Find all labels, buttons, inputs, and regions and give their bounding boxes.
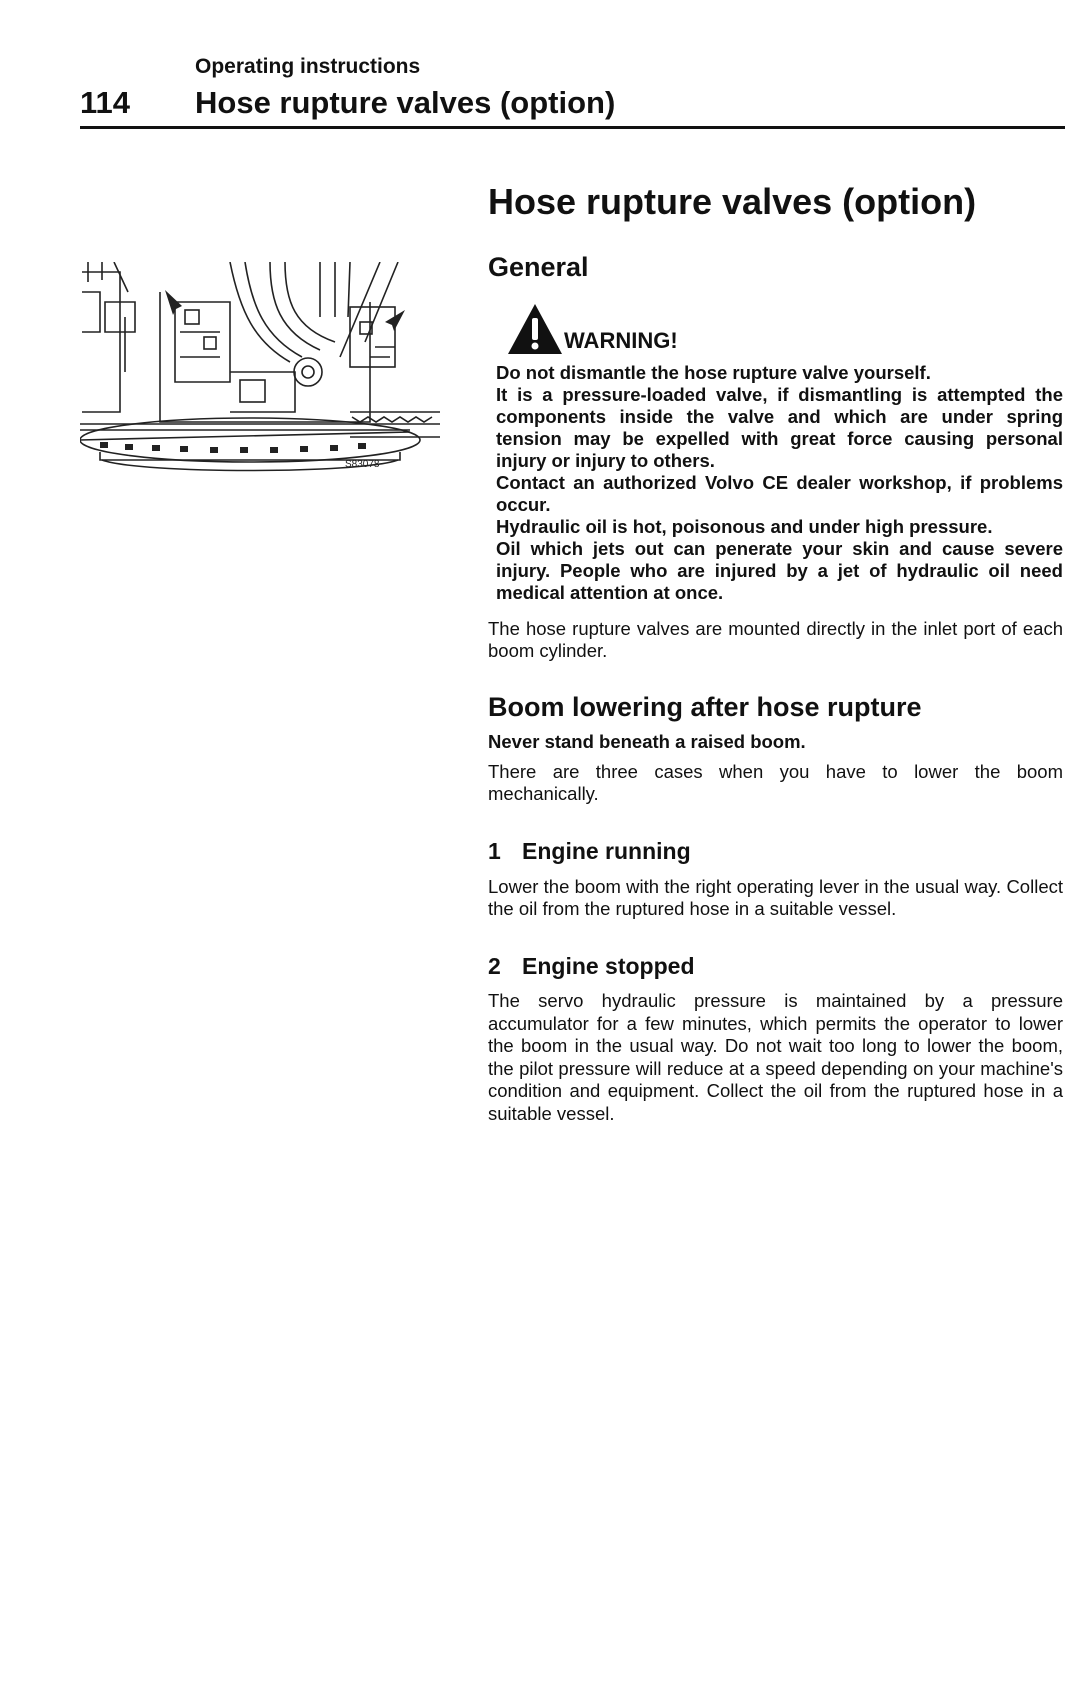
page-number: 114 — [80, 85, 131, 120]
case-title: Engine running — [522, 837, 691, 864]
general-paragraph: The hose rupture valves are mounted directly in the inlet port of each boom cylinder. — [488, 617, 1063, 662]
warning-triangle-icon — [506, 302, 564, 356]
general-heading: General — [488, 252, 589, 283]
warning-line: Contact an authorized Volvo CE dealer workshop, if problems occur. — [496, 471, 1063, 515]
main-content — [488, 180, 1063, 1125]
page-header — [0, 0, 1091, 140]
case-text: Lower the boom with the right operating lever in the usual way. Collect the oil from the ruptured hose in a suitable vessel. — [488, 875, 1063, 920]
header-divider — [80, 126, 1065, 129]
warning-text — [496, 362, 1063, 604]
case-text: The servo hydraulic pressure is maintained by a pressure accumulator for a few minutes, which permits the operator to lower the boom in the usual way. Do not wait too long to lower the boom, the pilot pressure will reduce at a speed depending on your machine's condition and equipment. Collect the oil from the ruptured hose in a suitable vessel. — [488, 990, 1063, 1124]
case-number: 2 — [488, 952, 501, 979]
section-label: Operating instructions — [195, 55, 421, 78]
header-title: Hose rupture valves (option) — [195, 85, 616, 120]
case-title: Engine stopped — [522, 952, 695, 979]
boom-paragraph: There are three cases when you have to lower the boom mechanically. — [488, 760, 1063, 805]
hydraulic-valve-illustration — [80, 262, 440, 512]
warning-label: WARNING! — [564, 327, 678, 353]
warning-header — [506, 302, 1063, 356]
hydraulic-valve-icon — [80, 262, 440, 512]
case-heading — [488, 953, 1063, 981]
page-title: Hose rupture valves (option) — [488, 181, 977, 222]
warning-line: Oil which jets out can penerate your skin and cause severe injury. People who are injured by a jet of hydraulic oil need medical attention at once. — [496, 537, 1063, 603]
figure-label: S83078 — [345, 459, 380, 470]
boom-heading: Boom lowering after hose rupture — [488, 691, 922, 722]
warning-line: Hydraulic oil is hot, poisonous and under high pressure. — [496, 515, 993, 537]
warning-line: Do not dismantle the hose rupture valve yourself. — [496, 361, 931, 383]
warning-line: It is a pressure-loaded valve, if dismantling is attempted the components inside the valve and which are under spring tension may be expelled with great force causing personal injury or injury to others. — [496, 383, 1063, 471]
case-heading — [488, 838, 1063, 866]
case-number: 1 — [488, 837, 501, 864]
boom-lead: Never stand beneath a raised boom. — [488, 730, 806, 752]
